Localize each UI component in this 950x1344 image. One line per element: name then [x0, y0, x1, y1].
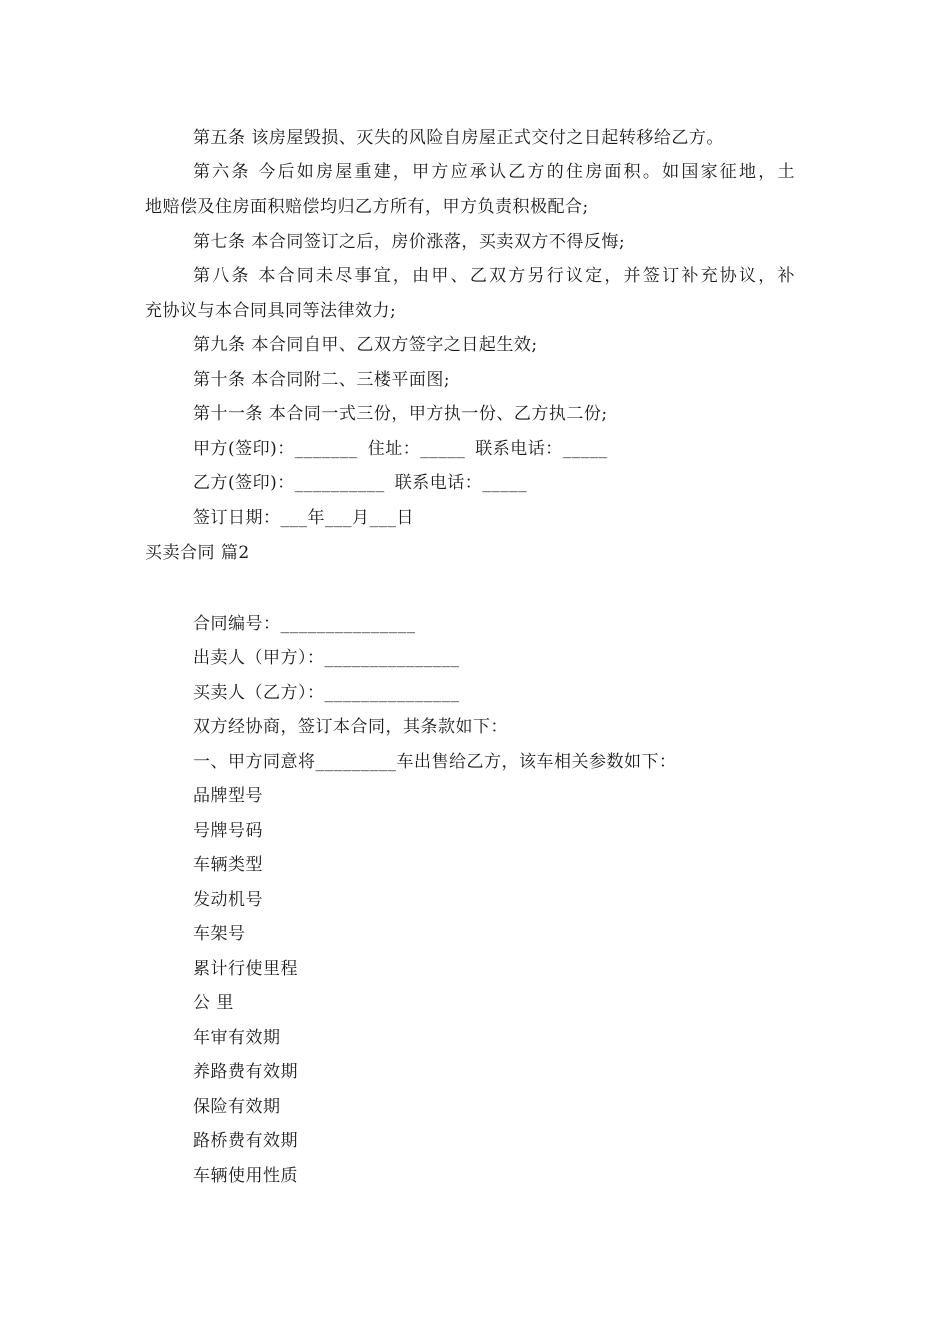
param-item: 发动机号 — [193, 890, 263, 910]
param-item: 号牌号码 — [193, 821, 263, 841]
param-item: 车架号 — [193, 924, 246, 944]
party-b-signature-row — [193, 471, 527, 495]
param-item: 品牌型号 — [193, 786, 263, 806]
param-item: 年审有效期 — [193, 1028, 281, 1048]
article-8-line-1: 第八条 本合同未尽事宜，由甲、乙双方另行议定，并签订补充协议，补 — [193, 266, 795, 286]
party-a-address: 住址：_____ — [367, 439, 466, 459]
article-11: 第十一条 本合同一式三份，甲方执一份、乙方执二份; — [193, 404, 608, 424]
clause-1: 一、甲方同意将_________车出售给乙方，该车相关参数如下： — [193, 752, 677, 772]
party-a-signature-row — [193, 437, 608, 461]
sign-date: 签订日期：___年___月___日 — [193, 508, 414, 528]
party-a-phone: 联系电话：_____ — [475, 439, 608, 459]
buyer-field: 买卖人（乙方）：_______________ — [193, 683, 460, 703]
contract-intro: 双方经协商，签订本合同，其条款如下： — [193, 717, 508, 737]
article-6-line-2: 地赔偿及住房面积赔偿均归乙方所有，甲方负责积极配合; — [145, 197, 589, 217]
article-9: 第九条 本合同自甲、乙双方签字之日起生效; — [193, 335, 538, 355]
article-6-line-1: 第六条 今后如房屋重建，甲方应承认乙方的住房面积。如国家征地，土 — [193, 162, 795, 182]
party-b-phone: 联系电话：_____ — [394, 473, 528, 493]
article-8-line-2: 充协议与本合同具同等法律效力; — [145, 301, 397, 321]
param-item: 养路费有效期 — [193, 1062, 298, 1082]
party-b-sign: 乙方(签印)：__________ — [193, 473, 385, 493]
article-5: 第五条 该房屋毁损、灭失的风险自房屋正式交付之日起转移给乙方。 — [193, 128, 724, 148]
param-item: 累计行使里程 — [193, 959, 298, 979]
article-10: 第十条 本合同附二、三楼平面图; — [193, 370, 451, 390]
param-item: 保险有效期 — [193, 1097, 281, 1117]
contract-2-heading: 买卖合同 篇2 — [145, 543, 250, 563]
party-a-sign: 甲方(签印)：_______ — [193, 439, 358, 459]
param-item: 车辆类型 — [193, 855, 263, 875]
param-item: 路桥费有效期 — [193, 1131, 298, 1151]
seller-field: 出卖人（甲方）：_______________ — [193, 648, 460, 668]
contract-number: 合同编号：_______________ — [193, 614, 416, 634]
param-item: 车辆使用性质 — [193, 1166, 298, 1186]
param-item: 公 里 — [193, 993, 234, 1013]
article-7: 第七条 本合同签订之后，房价涨落，买卖双方不得反悔; — [193, 232, 626, 252]
